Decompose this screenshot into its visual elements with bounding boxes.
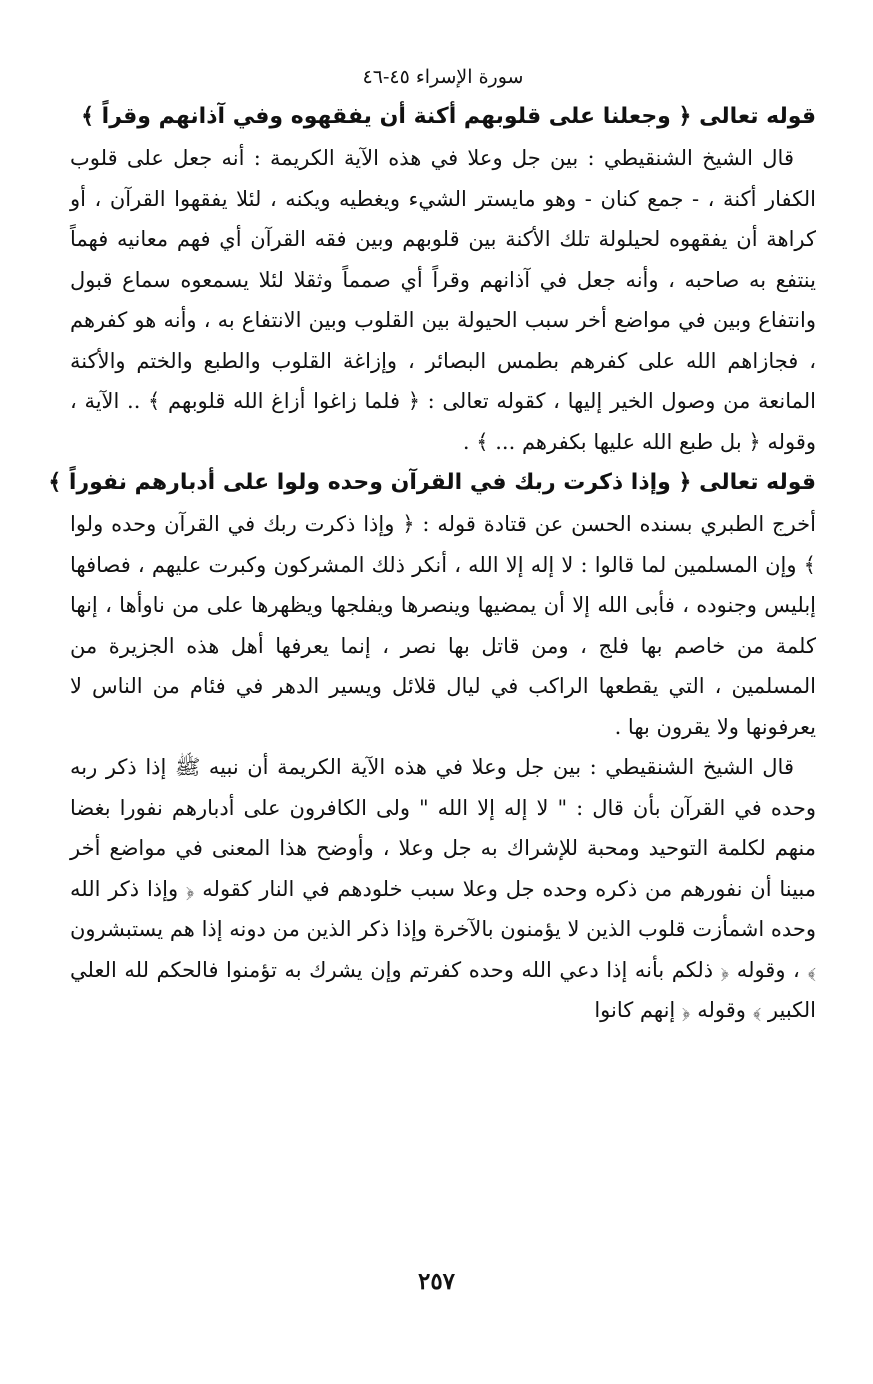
running-header: سورة الإسراء ٤٥-٤٦	[362, 66, 524, 88]
book-page	[48, 62, 816, 1031]
page-number: ٢٥٧	[417, 1268, 456, 1295]
section-heading-2: قوله تعالى ﴿ وإذا ذكرت ربك في القرآن وحده ولوا على أدبارهم نفوراً ﴾	[48, 470, 816, 495]
paragraph-2: أخرج الطبري بسنده الحسن عن قتادة قوله : ﴿ وإذا ذكرت ربك في القرآن وحده ولوا ﴾ وإن المسلمين لما قالوا : لا إله إلا الله ، أنكر ذلك المشركون وكبرت عليهم ، فصافها إبليس وجنوده ، فأبى الله إلا أن يمضيها وينصرها ويفلجها ويظهرها على من ناوأها ، إنها كلمة من خاصم بها فلج ، ومن قاتل بها نصر ، إنما يعرفها أهل هذه الجزيرة من المسلمين ، التي يقطعها الراكب في ليال قلائل ويسير الدهر في فئام من الناس لا يعرفونها ولا يقرون بها .	[70, 512, 816, 739]
paragraph-3: قال الشيخ الشنقيطي : بين جل وعلا في هذه الآية الكريمة أن نبيه ﷺ إذا ذكر ربه وحده في القرآن بأن قال : " لا إله إلا الله " ولى الكافرون على أدبارهم نفورا بغضا منهم لكلمة التوحيد ومحبة للإشراك به جل وعلا ، وأوضح هذا المعنى في مواضع أخر مبينا أن نفورهم من ذكره وحده جل وعلا سبب خلودهم في النار كقوله ﴿ وإذا ذكر الله وحده اشمأزت قلوب الذين لا يؤمنون بالآخرة وإذا ذكر الذين من دونه إذا هم يستبشرون ﴾ ، وقوله ﴿ ذلكم بأنه إذا دعي الله وحده كفرتم وإن يشرك به تؤمنوا فالحكم لله العلي الكبير ﴾ وقوله ﴿ إنهم كانوا	[70, 755, 816, 1022]
paragraph-1: قال الشيخ الشنقيطي : بين جل وعلا في هذه الآية الكريمة : أنه جعل على قلوب الكفار أكنة ، - جمع كنان - وهو مايستر الشيء ويغطيه ويكنه ، لئلا يفقهوا القرآن ، أو كراهة أن يفقهوه لحيلولة تلك الأكنة بين قلوبهم وبين فقه القرآن أي فهم معانيه فهماً ينتفع به صاحبه ، وأنه جعل في آذانهم وقراً أي صمماً وثقلا لئلا يسمعوه سماع قبول وانتفاع وبين في مواضع أخر سبب الحيولة بين القلوب وبين الانتفاع به ، وأنه هو كفرهم ، فجازاهم الله على كفرهم بطمس البصائر ، وإزاغة القلوب والطبع والختم والأكنة المانعة من وصول الخير إليها ، كقوله تعالى : ﴿ فلما زاغوا أزاغ الله قلوبهم ﴾ .. الآية ، وقوله ﴿ بل طبع الله عليها بكفرهم ... ﴾ .	[70, 146, 816, 454]
section-heading-1: قوله تعالى ﴿ وجعلنا على قلوبهم أكنة أن يفقهوه وفي آذانهم وقراً ﴾	[81, 104, 816, 129]
